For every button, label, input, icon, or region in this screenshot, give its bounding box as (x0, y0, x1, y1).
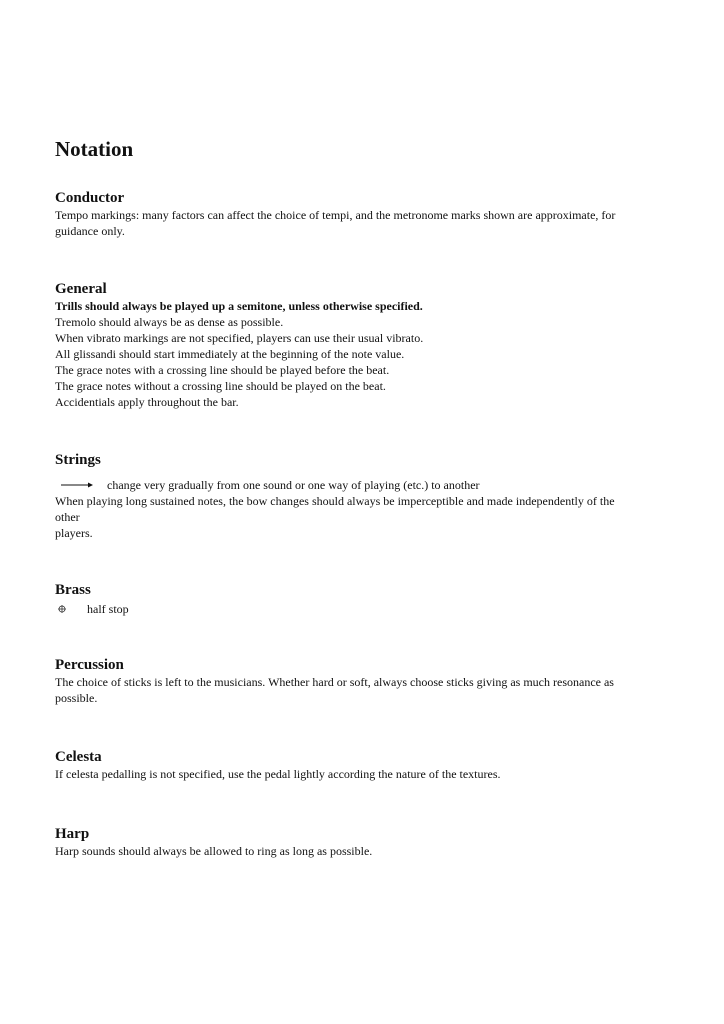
section-heading-brass: Brass (55, 582, 91, 598)
text-line: If celesta pedalling is not specified, use the pedal lightly according the nature of the textures. (55, 767, 501, 781)
arrow-right-icon (55, 477, 95, 493)
text-line: Tremolo should always be as dense as possible. (55, 315, 284, 329)
strings-symbol-text: change very gradually from one sound or one way of playing (etc.) to another (107, 478, 480, 492)
section-heading-harp: Harp (55, 826, 90, 842)
text-line: All glissandi should start immediately at the beginning of the note value. (55, 347, 405, 361)
text-line: Trills should always be played up a semitone, unless otherwise specified. (55, 299, 423, 313)
brass-symbol-text: half stop (87, 602, 129, 616)
section-general (55, 280, 670, 410)
text-line: When vibrato markings are not specified, players can use their usual vibrato. (55, 331, 424, 345)
text-line: guidance only. (55, 224, 125, 238)
text-line: Accidentials apply throughout the bar. (55, 395, 239, 409)
section-strings (55, 451, 670, 541)
section-brass (55, 581, 670, 617)
section-conductor (55, 189, 670, 239)
section-harp (55, 825, 670, 859)
section-celesta (55, 748, 670, 782)
text-line: The choice of sticks is left to the musicians. Whether hard or soft, always choose sticks giving as much resonance as (55, 675, 614, 689)
section-heading-general: General (55, 281, 107, 297)
text-line: other (55, 510, 80, 524)
page-title: Notation (55, 137, 134, 161)
half-stop-icon (55, 601, 71, 617)
text-line: When playing long sustained notes, the bow changes should always be imperceptible and made independently of the (55, 494, 615, 508)
brass-symbol-row (55, 601, 670, 617)
text-line: Tempo markings: many factors can affect the choice of tempi, and the metronome marks shown are approximate, for (55, 208, 616, 222)
section-heading-percussion: Percussion (55, 657, 124, 673)
section-heading-celesta: Celesta (55, 749, 102, 765)
text-line: Harp sounds should always be allowed to ring as long as possible. (55, 844, 373, 858)
section-heading-conductor: Conductor (55, 190, 125, 206)
text-line: players. (55, 526, 93, 540)
section-heading-strings: Strings (55, 452, 101, 468)
strings-symbol-row (55, 477, 670, 493)
text-line: The grace notes with a crossing line should be played before the beat. (55, 363, 390, 377)
text-line: The grace notes without a crossing line should be played on the beat. (55, 379, 386, 393)
text-line: possible. (55, 691, 98, 705)
section-percussion (55, 656, 670, 706)
